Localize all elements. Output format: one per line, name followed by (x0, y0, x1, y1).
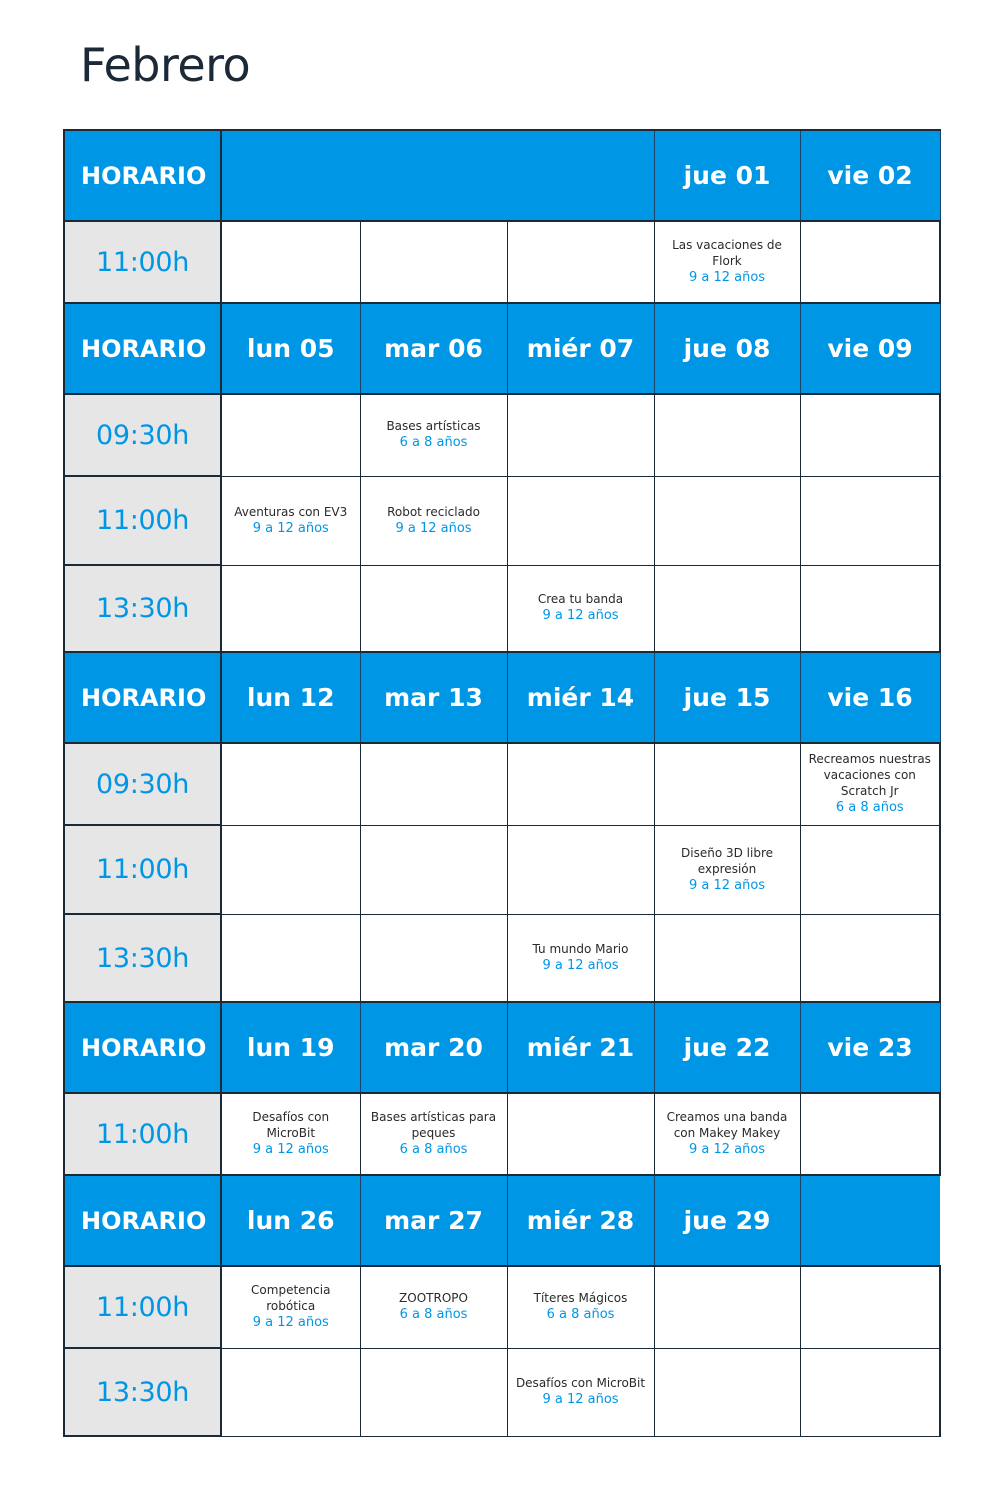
activity-cell[interactable] (654, 1093, 800, 1175)
activity-age-range: 6 a 8 años (546, 1307, 615, 1323)
empty-cell (221, 221, 360, 303)
time-label: 11:00h (64, 476, 221, 565)
activity-title: Recreamos nuestras vacaciones con Scratch Jr (808, 752, 931, 799)
day-header: jue 29 (654, 1175, 800, 1266)
week-header-row (64, 303, 940, 394)
activity-title: Desafíos con MicroBit (252, 1110, 330, 1140)
day-header: mar 27 (360, 1175, 507, 1266)
time-slot-row (64, 1093, 940, 1175)
day-header: lun 19 (221, 1002, 360, 1093)
empty-cell (654, 1266, 800, 1348)
time-label: 09:30h (64, 394, 221, 476)
activity-age-range: 6 a 8 años (835, 800, 904, 816)
activity-cell[interactable] (507, 914, 654, 1002)
activity-cell[interactable] (360, 1093, 507, 1175)
activity-title: Bases artísticas para peques (370, 1110, 497, 1140)
time-label: 09:30h (64, 743, 221, 825)
activity-cell[interactable] (360, 394, 507, 476)
activity-title: Crea tu banda (537, 592, 624, 607)
horario-header: HORARIO (64, 303, 221, 394)
empty-cell (800, 1266, 940, 1348)
activity-age-range: 9 a 12 años (252, 520, 329, 536)
activity-age-range: 9 a 12 años (542, 608, 619, 624)
empty-cell (507, 1093, 654, 1175)
day-header: mar 20 (360, 1002, 507, 1093)
day-header: lun 12 (221, 652, 360, 743)
empty-cell (360, 565, 507, 652)
activity-cell[interactable] (507, 565, 654, 652)
time-slot-row (64, 565, 940, 652)
activity-title: Bases artísticas (386, 419, 481, 434)
day-header: miér 21 (507, 1002, 654, 1093)
day-header: jue 15 (654, 652, 800, 743)
time-label: 11:00h (64, 221, 221, 303)
activity-age-range: 9 a 12 años (688, 270, 766, 285)
empty-cell (654, 476, 800, 565)
time-label: 11:00h (64, 1093, 221, 1175)
day-header: lun 26 (221, 1175, 360, 1266)
activity-cell[interactable] (654, 221, 800, 303)
empty-cell (800, 1093, 940, 1175)
day-header: jue 08 (654, 303, 800, 394)
empty-cell (360, 221, 507, 303)
activity-age-range: 6 a 8 años (399, 1307, 468, 1323)
day-header (360, 130, 507, 221)
empty-cell (507, 221, 654, 303)
activity-title: Creamos una banda con Makey Makey (666, 1110, 788, 1140)
horario-header: HORARIO (64, 1175, 221, 1266)
empty-cell (507, 476, 654, 565)
empty-cell (221, 743, 360, 825)
empty-cell (507, 825, 654, 914)
empty-cell (221, 914, 360, 1002)
activity-title: ZOOTROPO (399, 1291, 468, 1306)
activity-title: Competencia robótica (251, 1283, 331, 1314)
activity-cell[interactable] (507, 1266, 654, 1348)
day-header: jue 01 (654, 130, 800, 221)
empty-cell (507, 743, 654, 825)
week-header-row (64, 130, 940, 221)
day-header (800, 1175, 940, 1266)
day-header: vie 16 (800, 652, 940, 743)
activity-cell[interactable] (221, 476, 360, 565)
activity-cell[interactable] (654, 825, 800, 914)
day-header (507, 130, 654, 221)
activity-age-range: 9 a 12 años (542, 1392, 619, 1407)
empty-cell (360, 1348, 507, 1436)
empty-cell (507, 394, 654, 476)
activity-cell[interactable] (800, 743, 940, 825)
empty-cell (221, 394, 360, 476)
time-slot-row (64, 1348, 940, 1436)
day-header (221, 130, 360, 221)
activity-title: Aventuras con EV3 (234, 504, 348, 519)
empty-cell (800, 565, 940, 652)
day-header: mar 13 (360, 652, 507, 743)
activity-cell[interactable] (221, 1093, 360, 1175)
week-header-row (64, 1175, 940, 1266)
empty-cell (800, 914, 940, 1002)
activity-title: Robot reciclado (387, 504, 480, 519)
day-header: miér 28 (507, 1175, 654, 1266)
time-slot-row (64, 743, 940, 825)
week-header-row (64, 1002, 940, 1093)
activity-age-range: 9 a 12 años (252, 1142, 329, 1157)
horario-header: HORARIO (64, 652, 221, 743)
activity-cell[interactable] (221, 1266, 360, 1348)
horario-header: HORARIO (64, 1002, 221, 1093)
horario-header: HORARIO (64, 130, 221, 221)
day-header: jue 22 (654, 1002, 800, 1093)
empty-cell (654, 565, 800, 652)
activity-title: Títeres Mágicos (533, 1291, 628, 1306)
time-slot-row (64, 825, 940, 914)
day-header: vie 02 (800, 130, 940, 221)
empty-cell (221, 825, 360, 914)
activity-title: Desafíos con MicroBit (515, 1376, 646, 1390)
activity-age-range: 9 a 12 años (688, 1142, 766, 1157)
week-header-row (64, 652, 940, 743)
activity-title: Diseño 3D libre expresión (681, 845, 773, 876)
day-header: miér 14 (507, 652, 654, 743)
activity-age-range: 6 a 8 años (399, 1142, 468, 1157)
page-title: Febrero (80, 38, 251, 92)
empty-cell (360, 825, 507, 914)
activity-age-range: 6 a 8 años (399, 435, 468, 451)
empty-cell (654, 394, 800, 476)
time-slot-row (64, 914, 940, 1002)
time-slot-row (64, 394, 940, 476)
empty-cell (800, 476, 940, 565)
empty-cell (800, 825, 940, 914)
activity-age-range: 9 a 12 años (252, 1315, 329, 1331)
empty-cell (360, 914, 507, 1002)
activity-title: Las vacaciones de Flork (672, 238, 782, 268)
empty-cell (800, 394, 940, 476)
empty-cell (800, 1348, 940, 1436)
activity-cell[interactable] (360, 476, 507, 565)
activity-title: Tu mundo Mario (532, 941, 629, 956)
empty-cell (800, 221, 940, 303)
empty-cell (221, 1348, 360, 1436)
time-slot-row (64, 1266, 940, 1348)
day-header: mar 06 (360, 303, 507, 394)
day-header: lun 05 (221, 303, 360, 394)
time-label: 13:30h (64, 1348, 221, 1436)
activity-cell[interactable] (507, 1348, 654, 1436)
time-slot-row (64, 221, 940, 303)
empty-cell (654, 1348, 800, 1436)
time-label: 11:00h (64, 1266, 221, 1348)
day-header: vie 09 (800, 303, 940, 394)
activity-age-range: 9 a 12 años (688, 877, 766, 893)
day-header: vie 23 (800, 1002, 940, 1093)
day-header: miér 07 (507, 303, 654, 394)
empty-cell (360, 743, 507, 825)
time-label: 13:30h (64, 565, 221, 652)
time-label: 11:00h (64, 825, 221, 914)
time-slot-row (64, 476, 940, 565)
empty-cell (221, 565, 360, 652)
empty-cell (654, 743, 800, 825)
time-label: 13:30h (64, 914, 221, 1002)
schedule-table (63, 129, 941, 1437)
empty-cell (654, 914, 800, 1002)
activity-age-range: 9 a 12 años (542, 957, 619, 973)
activity-cell[interactable] (360, 1266, 507, 1348)
activity-age-range: 9 a 12 años (395, 520, 472, 536)
